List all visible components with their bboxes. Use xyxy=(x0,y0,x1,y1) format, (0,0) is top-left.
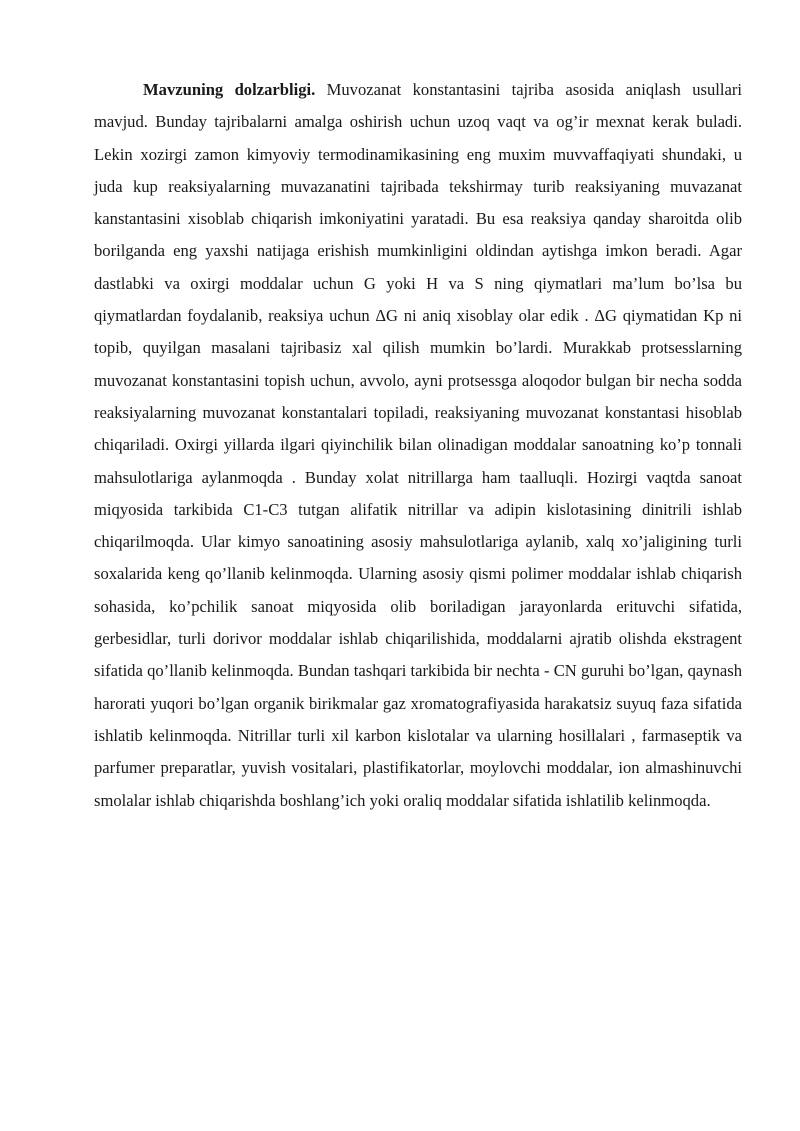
paragraph-text: Muvozanat konstantasini tajriba asosida aniqlash usullari mavjud. Bunday tajribalarni amalga oshirish uchun uzoq vaqt va og’ir mexnat kerak buladi. Lekin xozirgi zamon kimyoviy termodinamikasining eng muxim muvvaffaqiyati shundaki, u juda kup reaksiyalarning muvazanatini tajribada tekshirmay turib reaksiyaning muvazanat kanstantasini xisoblab chiqarish imkoniyatini yaratadi. Bu esa reaksiya qanday sharoitda olib borilganda eng yaxshi natijaga erishish mumkinligini oldindan aytishga imkon beradi. Agar dastlabki va oxirgi moddalar uchun G yoki H va S ning qiymatlari ma’lum bo’lsa bu qiymatlardan foydalanib, reaksiya uchun ΔG ni aniq xisoblay olar edik . ΔG qiymatidan Kp ni topib, quyilgan masalani tajribasiz xal qilish mumkin bo’lardi. Murakkab protsesslarning muvozanat konstantasini topish uchun, avvolo, ayni protsessga aloqodor bulgan bir necha sodda reaksiyalarning muvozanat konstantalari topiladi, reaksiyaning muvozanat konstantasi hisoblab chiqariladi. Oxirgi yillarda ilgari qiyinchilik bilan olinadigan moddalar sanoatning ko’p tonnali mahsulotlariga aylanmoqda . Bunday xolat nitrillarga ham taalluqli. Hozirgi vaqtda sanoat miqyosida tarkibida C1-C3 tutgan alifatik nitrillar va adipin kislotasining dinitrili ishlab chiqarilmoqda. Ular kimyo sanoatining asosiy mahsulotlariga aylanib, xalq xo’jaligining turli soxalarida keng qo’llanib kelinmoqda. Ularning asosiy qismi polimer moddalar ishlab chiqarish sohasida, ko’pchilik sanoat miqyosida olib boriladigan jarayonlarda erituvchi sifatida, gerbesidlar, turli dorivor moddalar ishlab chiqarilishida, moddalarni ajratib olishda ekstragent sifatida qo’llanib kelinmoqda. Bundan tashqari tarkibida bir nechta - CN guruhi bo’lgan, qaynash harorati yuqori bo’lgan organik birikmalar gaz xromatografiyasida harakatsiz suyuq faza sifatida ishlatib kelinmoqda. Nitrillar turli xil karbon kislotalar va ularning hosillalari , farmaseptik va parfumer preparatlar, yuvish vositalari, plastifikatorlar, moylovchi moddalar, ion almashinuvchi smolalar ishlab chiqarishda boshlang’ich yoki oraliq moddalar sifatida ishlatilib kelinmoqda. xyxy=(94,80,742,810)
section-heading: Mavzuning dolzarbligi. xyxy=(143,80,316,99)
body-paragraph xyxy=(94,74,742,817)
